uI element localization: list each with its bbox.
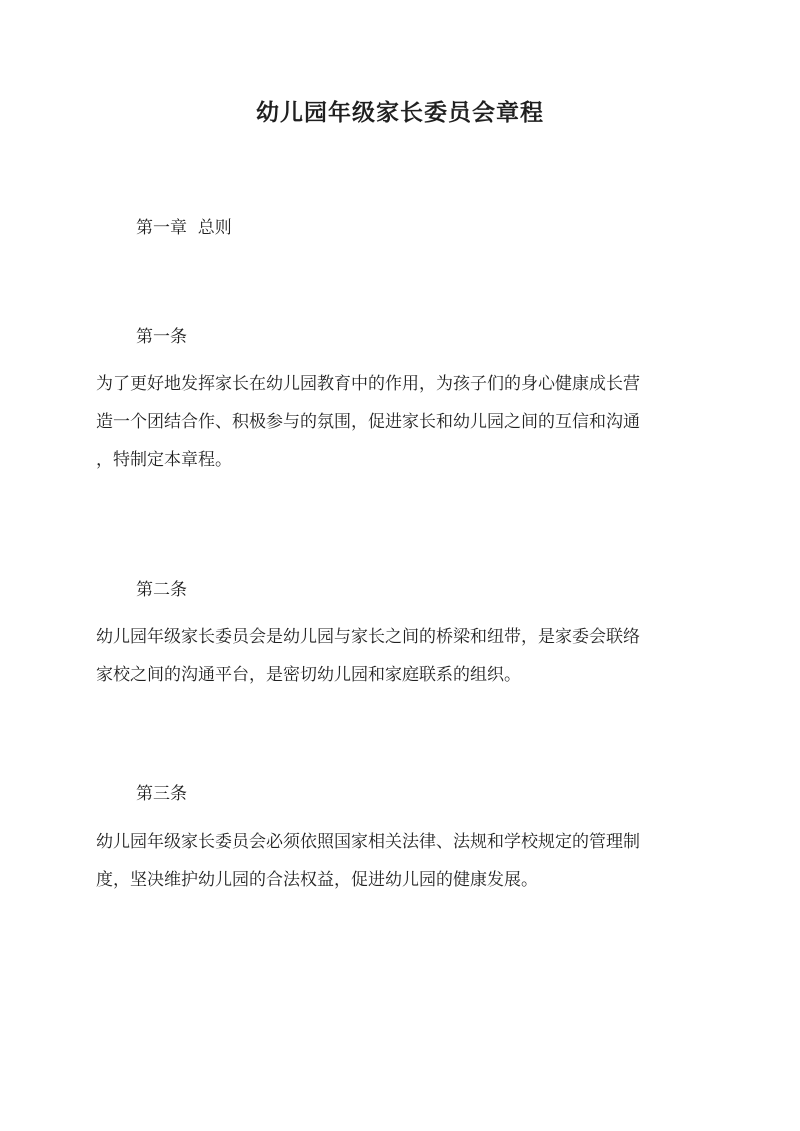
- document-title: 幼儿园年级家长委员会章程: [256, 99, 544, 126]
- article-1-line-1: 为了更好地发挥家长在幼儿园教育中的作用，为孩子们的身心健康成长营: [96, 374, 640, 394]
- chapter-heading: 第一章 总则: [136, 218, 232, 238]
- article-2-heading: 第二条: [136, 580, 187, 600]
- article-1-heading: 第一条: [136, 327, 187, 347]
- article-2-body: [96, 618, 716, 694]
- article-3-line-2: 度，坚决维护幼儿园的合法权益，促进幼儿园的健康发展。: [96, 870, 538, 890]
- article-3-line-1: 幼儿园年级家长委员会必须依照国家相关法律、法规和学校规定的管理制: [96, 832, 640, 852]
- article-2-line-1: 幼儿园年级家长委员会是幼儿园与家长之间的桥梁和纽带，是家委会联络: [96, 627, 640, 647]
- article-1-body: [96, 365, 716, 479]
- article-2-line-2: 家校之间的沟通平台，是密切幼儿园和家庭联系的组织。: [96, 665, 521, 685]
- article-1-line-3: ，特制定本章程。: [96, 450, 232, 470]
- article-3-body: [96, 823, 716, 899]
- article-1-line-2: 造一个团结合作、积极参与的氛围，促进家长和幼儿园之间的互信和沟通: [96, 412, 640, 432]
- article-3-heading: 第三条: [136, 784, 187, 804]
